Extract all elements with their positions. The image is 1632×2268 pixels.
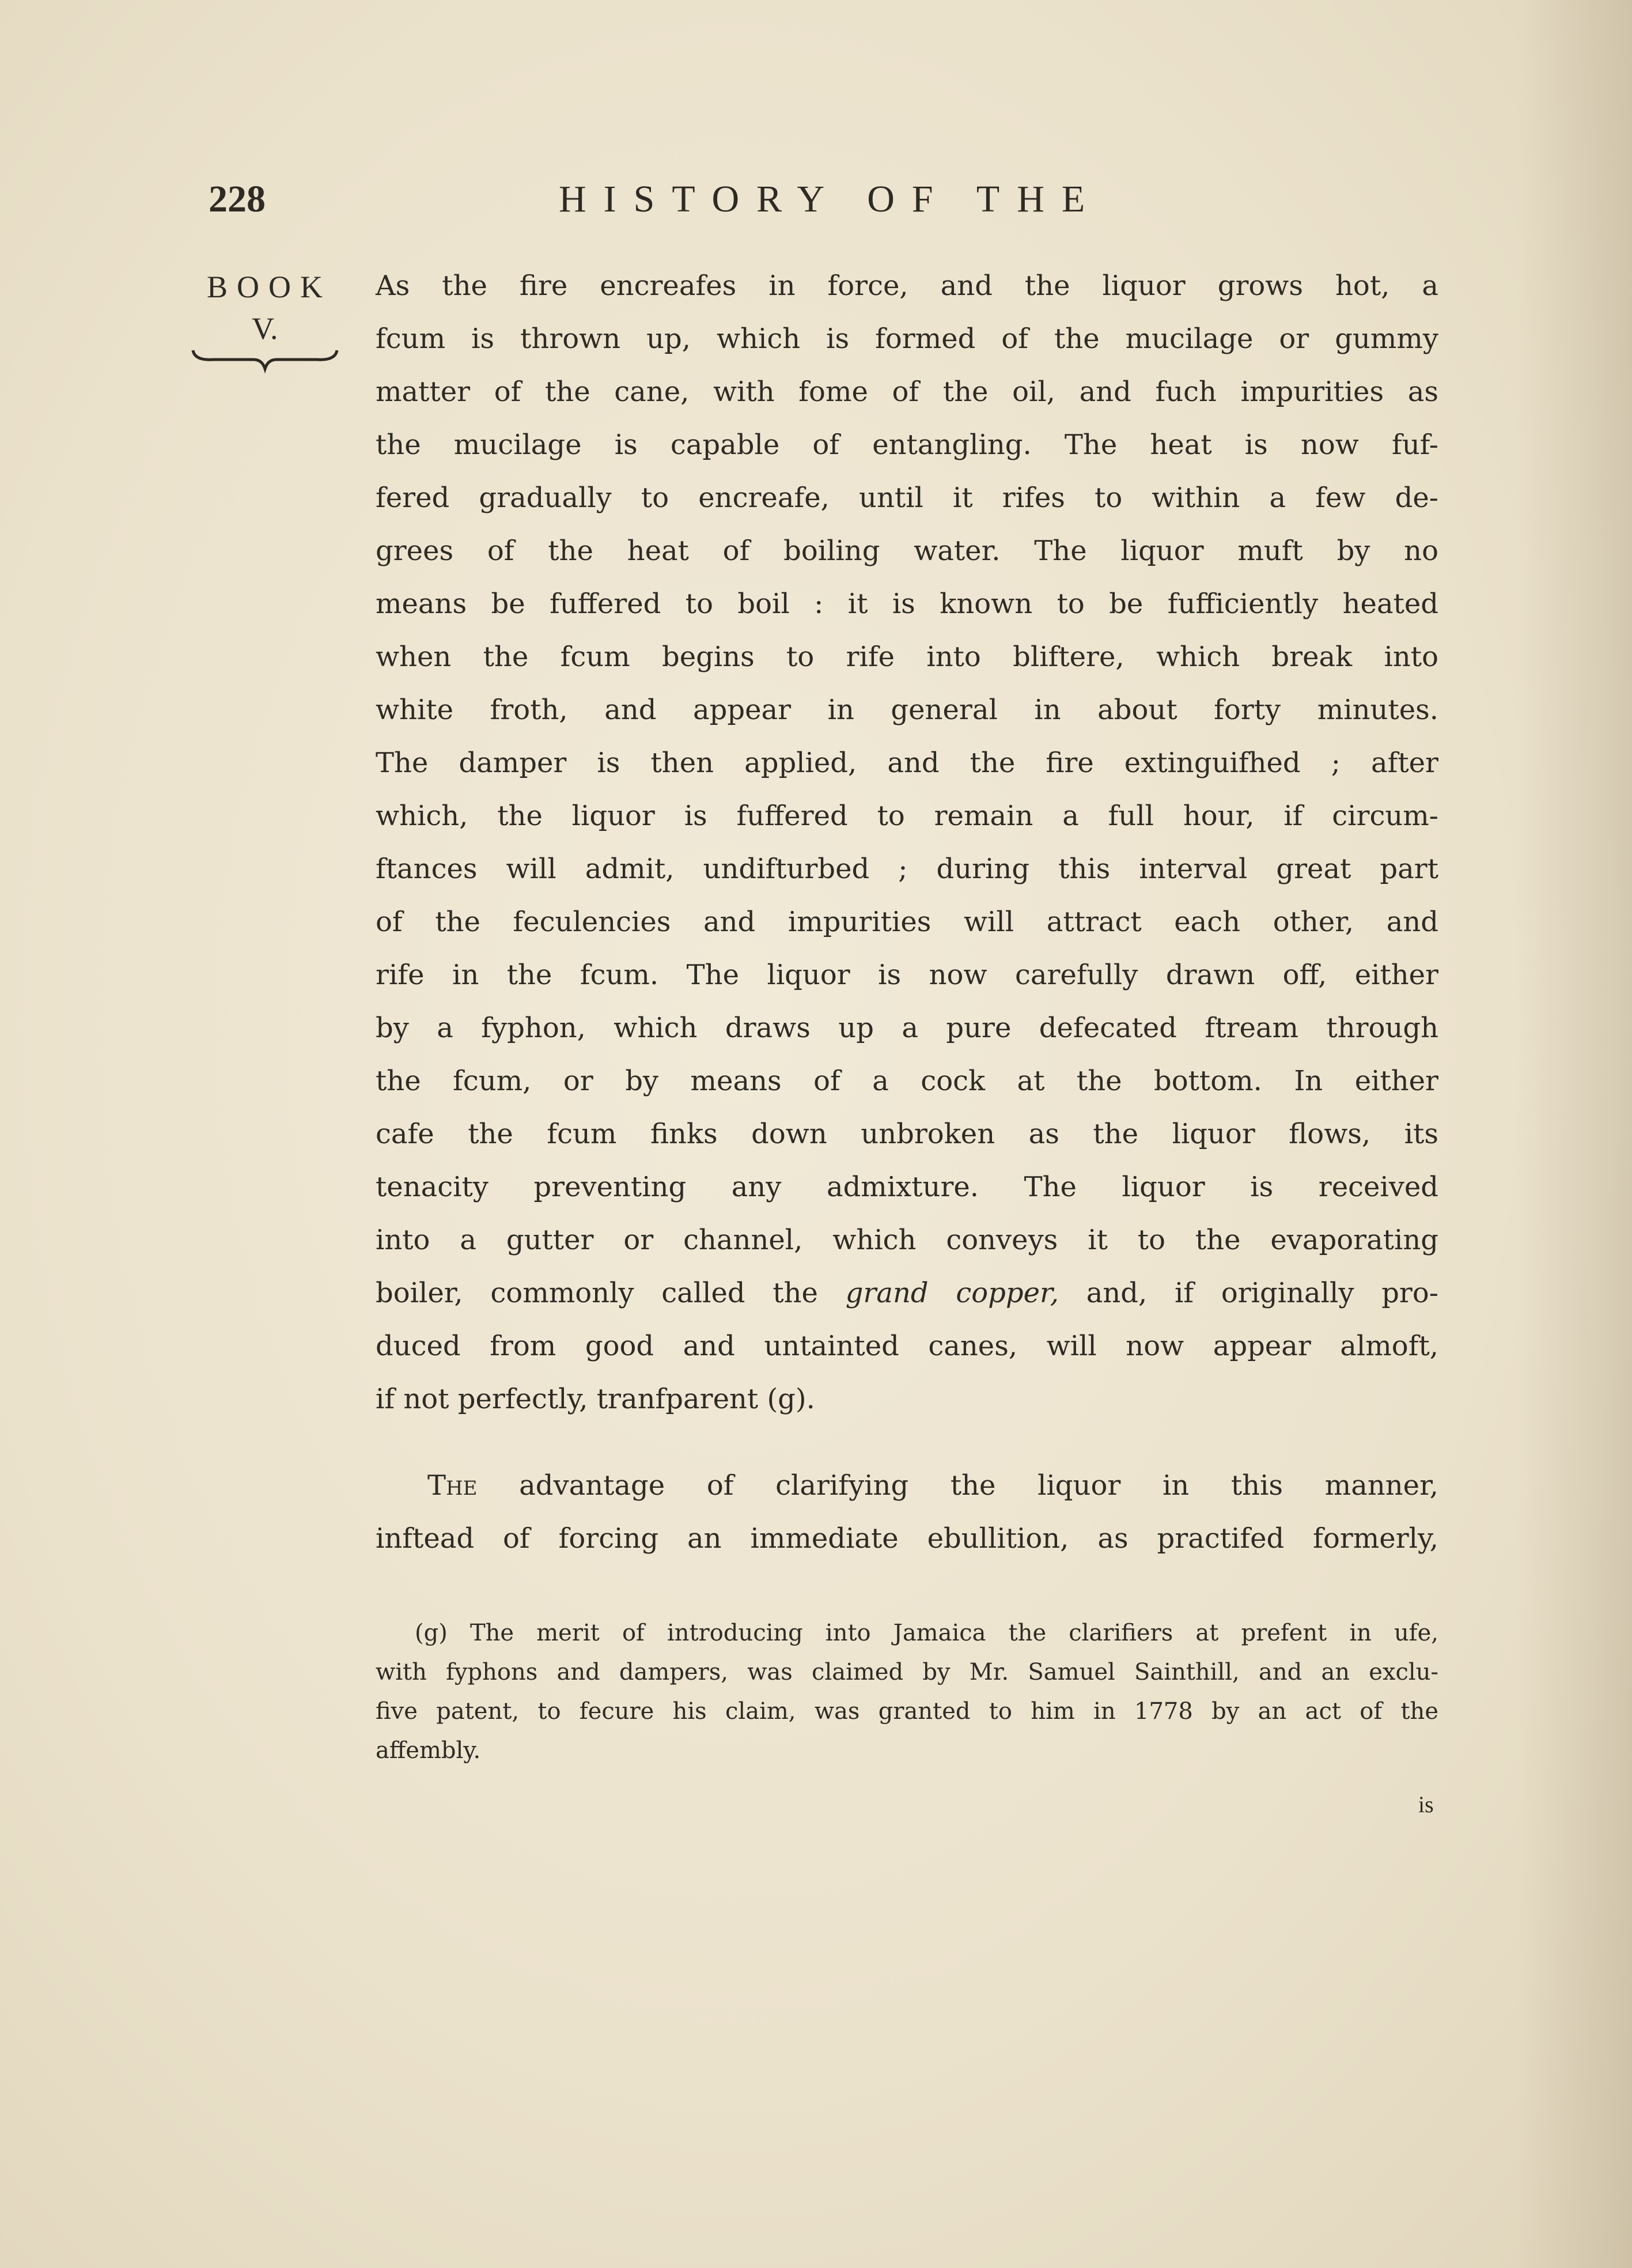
text-line: grees of the heat of boiling water. The liquor muft by no: [376, 535, 1438, 567]
text-line: matter of the cane, with fome of the oil, and fuch impurities as: [376, 376, 1438, 408]
text-line: which, the liquor is fuffered to remain a full hour, if circum-: [376, 800, 1438, 832]
text-line: rife in the fcum. The liquor is now carefully drawn off, either: [376, 959, 1438, 991]
text-line: fcum is thrown up, which is formed of the mucilage or gummy: [376, 323, 1438, 355]
text-line: ftances will admit, undifturbed ; during this interval great part: [376, 853, 1438, 885]
book-label: BOOK: [207, 270, 332, 304]
text-segment: and, if originally pro-: [1058, 1277, 1438, 1309]
italic-term: grand copper,: [845, 1277, 1059, 1309]
text-line: [376, 1459, 1438, 1512]
footnote-line: five patent, to fecure his claim, was granted to him in 1778 by an act of the: [376, 1698, 1438, 1725]
margin-note: [199, 266, 349, 349]
text-line: if not perfectly, tranfparent (g).: [376, 1383, 815, 1415]
text-line: the fcum, or by means of a cock at the bottom. In either: [376, 1065, 1438, 1097]
text-segment: boiler, commonly called the: [376, 1277, 846, 1309]
catchword: is: [1418, 1791, 1434, 1817]
text-line: The damper is then applied, and the fire extinguifhed ; after: [376, 747, 1438, 779]
text-segment: advantage of clarifying the liquor in this manner,: [477, 1469, 1438, 1502]
footnote-line: affembly.: [376, 1737, 481, 1764]
lead-word: The: [427, 1469, 478, 1502]
text-line: into a gutter or channel, which conveys it to the evaporating: [376, 1224, 1438, 1256]
text-line: the mucilage is capable of entangling. The heat is now fuf-: [376, 429, 1438, 461]
text-line: cafe the fcum finks down unbroken as the liquor flows, its: [376, 1118, 1438, 1150]
text-line: means be fuffered to boil : it is known to be fufficiently heated: [376, 588, 1438, 620]
margin-brace-ornament: [190, 346, 340, 375]
text-line: duced from good and untainted canes, will now appear almoft,: [376, 1330, 1438, 1362]
text-line: inftead of forcing an immediate ebullition, as practifed formerly,: [376, 1522, 1438, 1555]
book-number: V.: [252, 311, 278, 346]
text-line: of the feculencies and impurities will attract each other, and: [376, 906, 1438, 938]
footnote-line: with fyphons and dampers, was claimed by Mr. Samuel Sainthill, and an exclu-: [376, 1659, 1438, 1685]
text-line: As the fire encreafes in force, and the liquor grows hot, a: [376, 270, 1438, 302]
text-line: fered gradually to encreafe, until it rifes to within a few de-: [376, 482, 1438, 514]
running-title: HISTORY OF THE: [559, 178, 1103, 220]
text-line: when the fcum begins to rife into bliftere, which break into: [376, 641, 1438, 673]
page-edge-shadow: [1517, 0, 1632, 2268]
text-line: by a fyphon, which draws up a pure defecated ftream through: [376, 1012, 1438, 1044]
page-number: 228: [209, 178, 266, 220]
text-line: tenacity preventing any admixture. The liquor is received: [376, 1171, 1438, 1203]
footnote: [376, 1613, 1438, 1770]
paragraph-main: [376, 259, 1438, 1426]
paragraph-second: [376, 1459, 1438, 1565]
text-line: white froth, and appear in general in about forty minutes.: [376, 694, 1438, 726]
footnote-line: (g) The merit of introducing into Jamaica the clarifiers at prefent in ufe,: [415, 1620, 1438, 1646]
text-line: [376, 1267, 1438, 1320]
